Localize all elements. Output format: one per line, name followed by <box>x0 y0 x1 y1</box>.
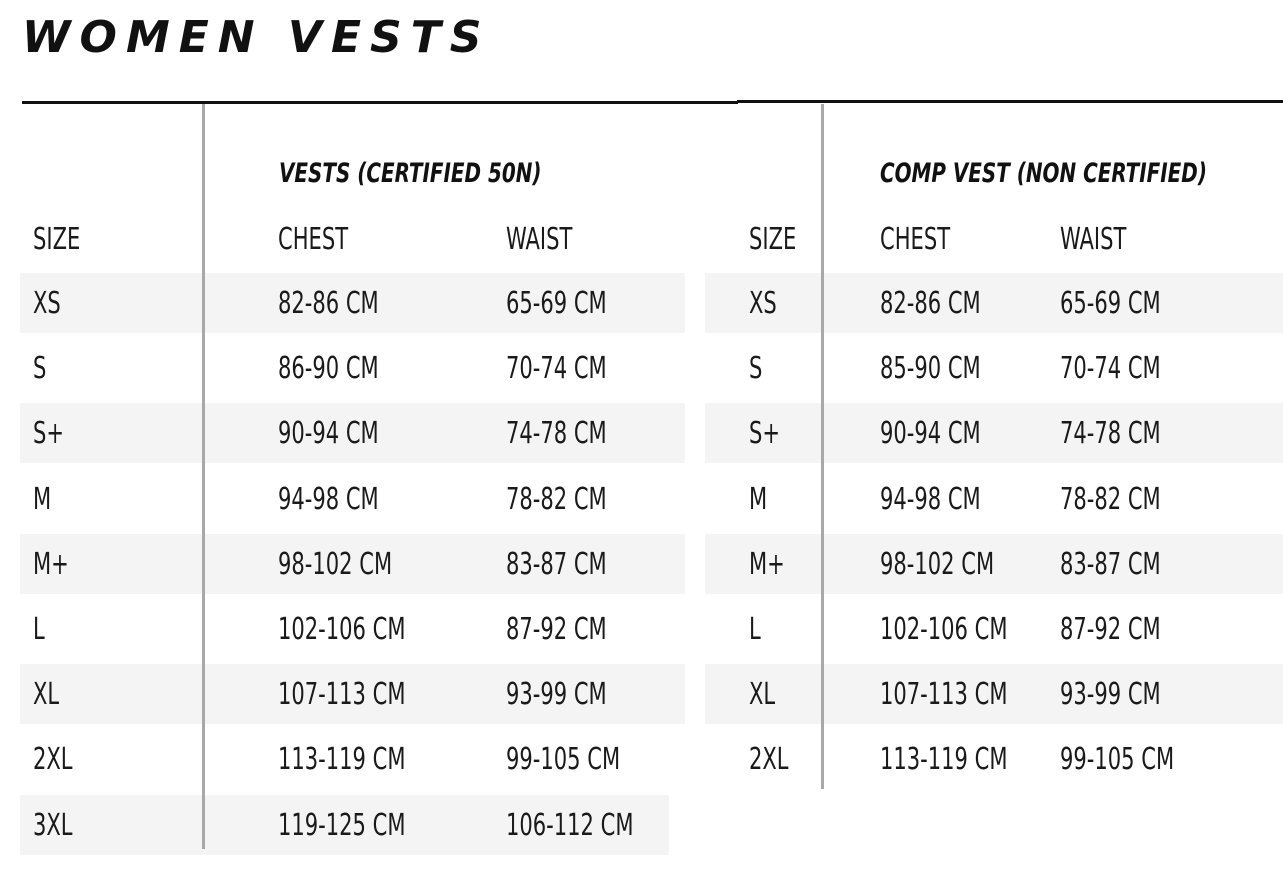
chest-cell: 98-102 CM <box>278 546 393 582</box>
waist-cell: 70-74 CM <box>1060 351 1161 387</box>
size-cell: M <box>749 481 768 517</box>
chest-cell: 102-106 CM <box>880 612 1008 647</box>
size-cell: S+ <box>749 416 781 452</box>
chest-cell: 98-102 CM <box>880 546 995 582</box>
title-rule-right <box>737 100 1283 103</box>
chest-cell: 86-90 CM <box>278 351 379 387</box>
size-cell: XL <box>33 677 60 713</box>
page-title: WOMEN VESTS <box>22 12 491 63</box>
size-cell: S <box>33 351 47 387</box>
size-cell: L <box>749 612 761 647</box>
size-header: SIZE <box>33 222 81 257</box>
waist-cell: 74-78 CM <box>1060 416 1161 452</box>
waist-cell: 93-99 CM <box>506 677 607 713</box>
chest-cell: 82-86 CM <box>880 286 981 321</box>
size-cell: S <box>749 351 763 387</box>
waist-header: WAIST <box>1060 222 1127 257</box>
section-title: VESTS (CERTIFIED 50N) <box>279 158 542 189</box>
waist-cell: 87-92 CM <box>506 612 607 647</box>
size-cell: 2XL <box>749 742 789 778</box>
waist-cell: 65-69 CM <box>1060 286 1161 321</box>
chest-cell: 107-113 CM <box>278 677 406 713</box>
waist-cell: 99-105 CM <box>1060 742 1175 778</box>
chest-cell: 94-98 CM <box>278 481 379 517</box>
chest-cell: 94-98 CM <box>880 481 981 517</box>
size-header: SIZE <box>749 222 797 257</box>
chest-cell: 107-113 CM <box>880 677 1008 713</box>
chest-cell: 102-106 CM <box>278 612 406 647</box>
chest-cell: 119-125 CM <box>278 807 406 843</box>
waist-cell: 83-87 CM <box>1060 546 1161 582</box>
row-band <box>705 273 1283 333</box>
waist-cell: 87-92 CM <box>1060 612 1161 647</box>
waist-header: WAIST <box>506 222 573 257</box>
waist-cell: 78-82 CM <box>506 481 607 517</box>
size-cell: XS <box>33 286 61 321</box>
section-title: COMP VEST (NON CERTIFIED) <box>880 158 1207 189</box>
chest-cell: 113-119 CM <box>278 742 406 778</box>
column-divider-right <box>821 104 824 789</box>
size-cell: M+ <box>749 546 785 582</box>
waist-cell: 83-87 CM <box>506 546 607 582</box>
waist-cell: 78-82 CM <box>1060 481 1161 517</box>
chest-cell: 90-94 CM <box>880 416 981 452</box>
column-divider-left <box>202 104 205 849</box>
chest-header: CHEST <box>880 222 951 257</box>
waist-cell: 93-99 CM <box>1060 677 1161 713</box>
chest-cell: 82-86 CM <box>278 286 379 321</box>
waist-cell: 99-105 CM <box>506 742 621 778</box>
chest-cell: 113-119 CM <box>880 742 1008 778</box>
waist-cell: 74-78 CM <box>506 416 607 452</box>
row-band <box>705 403 1283 463</box>
waist-cell: 70-74 CM <box>506 351 607 387</box>
size-cell: S+ <box>33 416 65 452</box>
size-cell: L <box>33 612 45 647</box>
chest-cell: 90-94 CM <box>278 416 379 452</box>
chest-header: CHEST <box>278 222 349 257</box>
waist-cell: 65-69 CM <box>506 286 607 321</box>
waist-cell: 106-112 CM <box>506 807 634 843</box>
chest-cell: 85-90 CM <box>880 351 981 387</box>
size-cell: M+ <box>33 546 69 582</box>
size-cell: XS <box>749 286 777 321</box>
size-cell: M <box>33 481 52 517</box>
size-cell: 3XL <box>33 807 73 843</box>
size-cell: 2XL <box>33 742 73 778</box>
title-rule-left <box>22 101 738 104</box>
size-cell: XL <box>749 677 776 713</box>
